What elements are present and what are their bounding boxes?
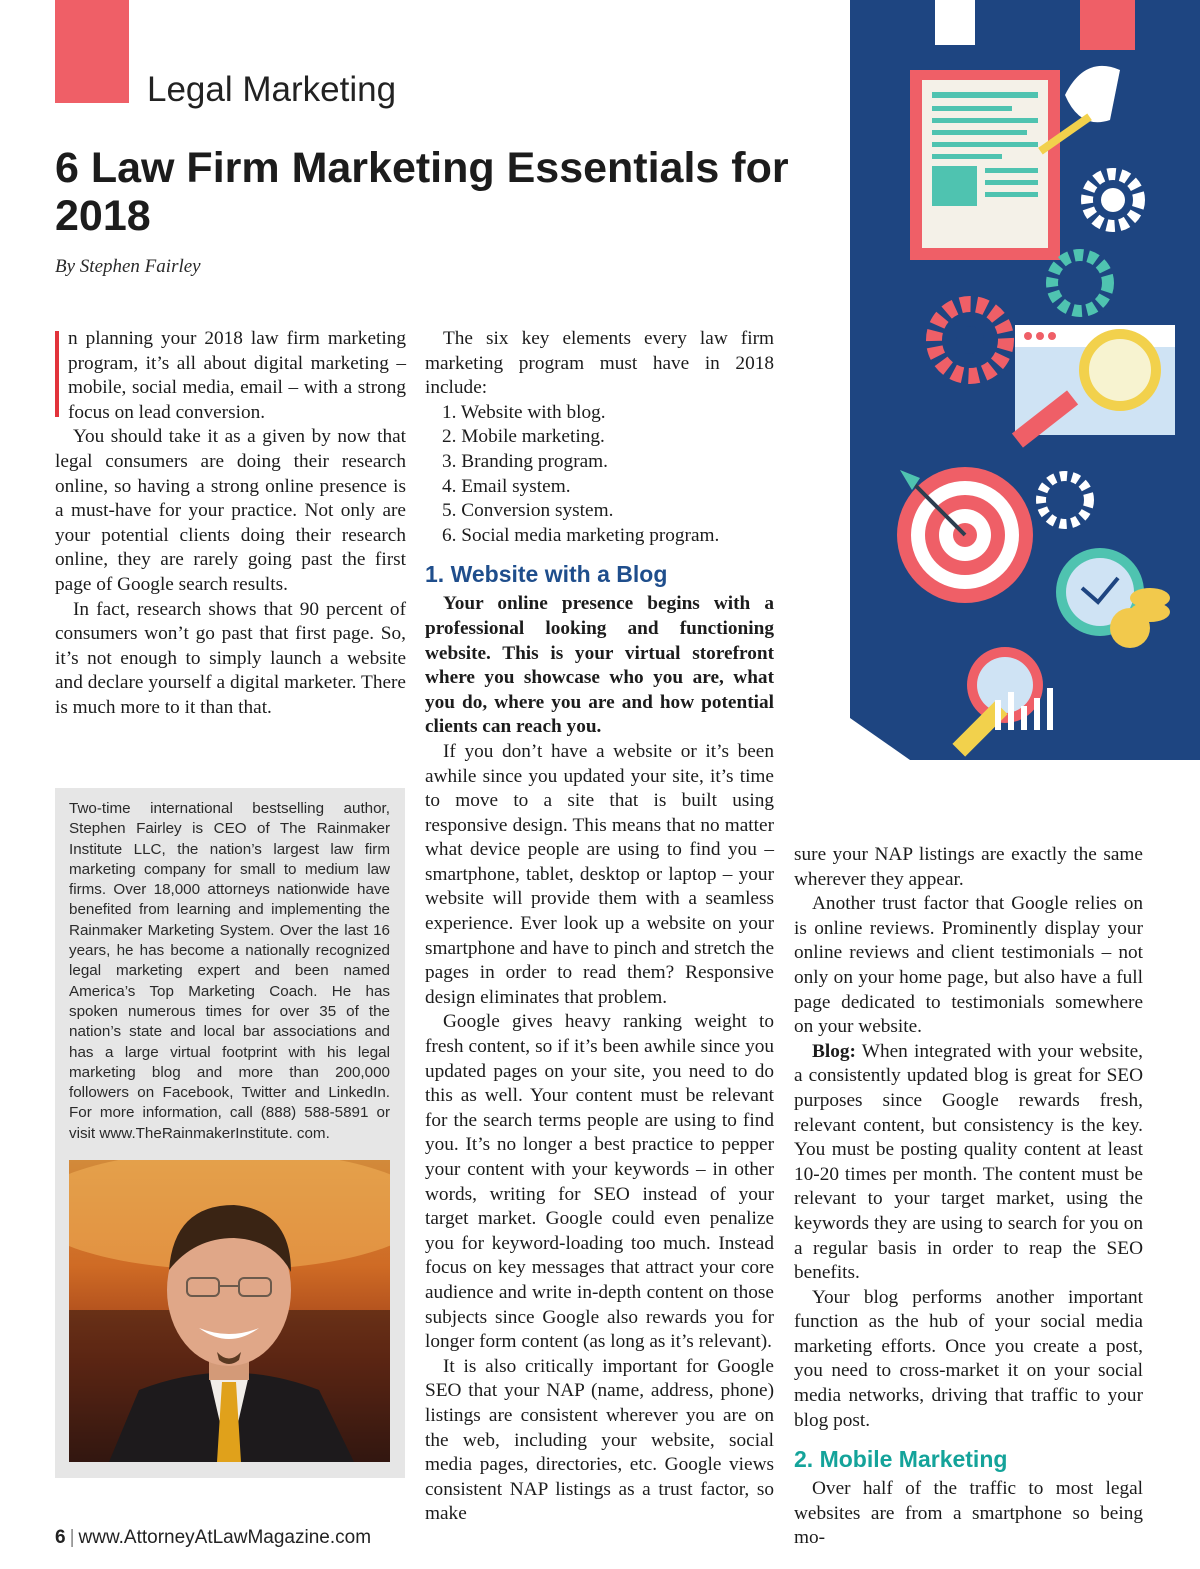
- target-icon: [897, 467, 1033, 603]
- paragraph: In fact, research shows that 90 percent of consumers won’t go past that first page. So, it’s not enough to simply launch a website and declare yourself a digital marketer. There is much more to it than that.: [55, 598, 406, 718]
- sleeve-icon: [1080, 0, 1135, 50]
- author-portrait-graphic: [69, 1160, 390, 1462]
- marketing-illustration-graphic: [850, 0, 1200, 760]
- marketing-illustration: [850, 0, 1200, 760]
- paragraph: sure your NAP listings are exactly the same wherever they appear.: [794, 844, 1143, 890]
- intro-paragraph: [55, 327, 406, 425]
- list-item: 5. Conversion system.: [442, 500, 614, 522]
- lead-paragraph: Your online presence begins with a professional looking and functioning website. This is your virtual storefront where you showcase who you are, what you do, where you are and how potential clients can reach you.: [425, 593, 774, 738]
- list-item: 2. Mobile marketing.: [442, 426, 605, 448]
- list-item: 4. Email system.: [442, 475, 571, 497]
- section-heading-website: 1. Website with a Blog: [425, 561, 668, 588]
- dropcap-bar: [55, 331, 59, 417]
- author-bio-text: Two-time international bestselling author, Stephen Fairley is CEO of The Rainmaker Institute LLC, the nation’s largest law firm marketing company for small to medium law firms. Over 18,000 attorneys nationwide have benefited from learning and implementing the Rainmaker Marketing System. Over the last 16 years, he has become a nationally recognized legal marketing expert and been named America’s Top Marketing Coach. He has spoken numerous times for over 35 of the nation’s state and local bar associations and has a large virtual footprint with his legal marketing blog and more than 200,000 followers on Facebook, Twitter and LinkedIn. For more information, call (888) 588-5891 or visit www.TheRainmakerInstitute. com.: [69, 800, 390, 1142]
- intro-text: n planning your 2018 law firm marketing program, it’s all about digital marketing – mobile, social media, email – with a strong focus on lead conversion.: [68, 328, 406, 423]
- column-2: [425, 327, 774, 1527]
- paragraph: It is also critically important for Google SEO that your NAP (name, address, phone) listings are consistent wherever you are on the web, including your website, social media pages, directories, etc. Google views consistent NAP listings as a trust factor, so make: [425, 1355, 774, 1525]
- list-item: 1. Website with blog.: [442, 401, 606, 423]
- footer-url: www.AttorneyAtLawMagazine.com: [78, 1527, 372, 1548]
- author-photo: [69, 1160, 390, 1462]
- page-footer: [55, 1527, 371, 1549]
- list-item: 6. Social media marketing program.: [442, 524, 720, 546]
- blog-paragraph: [794, 1040, 1143, 1286]
- paragraph: Your blog performs another important function as the hub of your social media marketing efforts. Once you create a post, you need to cross-market it on your social media networks, driving that traffic to your blog post.: [794, 1286, 1143, 1431]
- list-item: 3. Branding program.: [442, 450, 608, 472]
- paragraph: Google gives heavy ranking weight to fresh content, so if it’s been awhile since you updated pages on your site, you need to do this as well. Your content must be relevant for the search terms people are using to find you. It’s no longer a best practice to pepper your content with your keywords – in other words, writing for SEO instead of your target market. Google could even penalize you for keyword-loading too much. Instead focus on key messages that attract your core audience and write in-depth content on those subjects since Google also rewards you for longer form content (as long as it’s relevant).: [425, 1011, 774, 1353]
- essentials-list: [425, 401, 774, 549]
- paragraph: Another trust factor that Google relies on is online reviews. Prominently display your online reviews and client testimonials – not only on your home page, but also have a full page dedicated to testimonials somewhere on your website.: [794, 893, 1143, 1038]
- column-3: [794, 843, 1143, 1551]
- blog-label: Blog:: [812, 1040, 856, 1062]
- author-bio-box: [55, 788, 405, 1478]
- column-1: [55, 327, 406, 721]
- paragraph: If you don’t have a website or it’s been awhile since you updated your site, it’s time to move to a site that is built using responsive design. This means that no matter what device people are using to find you – smartphone, tablet, desktop or laptop – your website will provide them with a seamless experience. Ever look up a website on your smartphone and have to pinch and stretch the pages in order to read them? Responsive design eliminates that problem.: [425, 740, 774, 1008]
- blog-text: When integrated with your website, a consistently updated blog is great for SEO purposes since Google rewards fresh, relevant content, but consistency is the key. You must be posting quality content at least 10-20 times per month. The content must be relevant to your target market, using the keywords they are using to search for you on a regular basis in order to reap the SEO benefits.: [794, 1040, 1143, 1284]
- article-title: 6 Law Firm Marketing Essentials for 2018: [55, 144, 789, 240]
- hand-icon: [935, 0, 975, 45]
- document-icon: [910, 70, 1060, 260]
- list-intro: The six key elements every law firm marketing program must have in 2018 include:: [425, 328, 774, 399]
- page-number: 6: [55, 1527, 66, 1548]
- section-label: Legal Marketing: [147, 70, 397, 109]
- paragraph: Over half of the traffic to most legal websites are from a smartphone so being mo-: [794, 1478, 1143, 1549]
- section-heading-mobile: 2. Mobile Marketing: [794, 1446, 1008, 1473]
- footer-separator: |: [69, 1527, 75, 1548]
- accent-bar: [55, 0, 129, 103]
- byline: By Stephen Fairley: [55, 256, 201, 277]
- paragraph: You should take it as a given by now that legal consumers are doing their research online, so having a strong online presence is a must-have for your practice. Not only are your potential clients doing their research online, they are rarely going past the first page of Google search results.: [55, 426, 406, 595]
